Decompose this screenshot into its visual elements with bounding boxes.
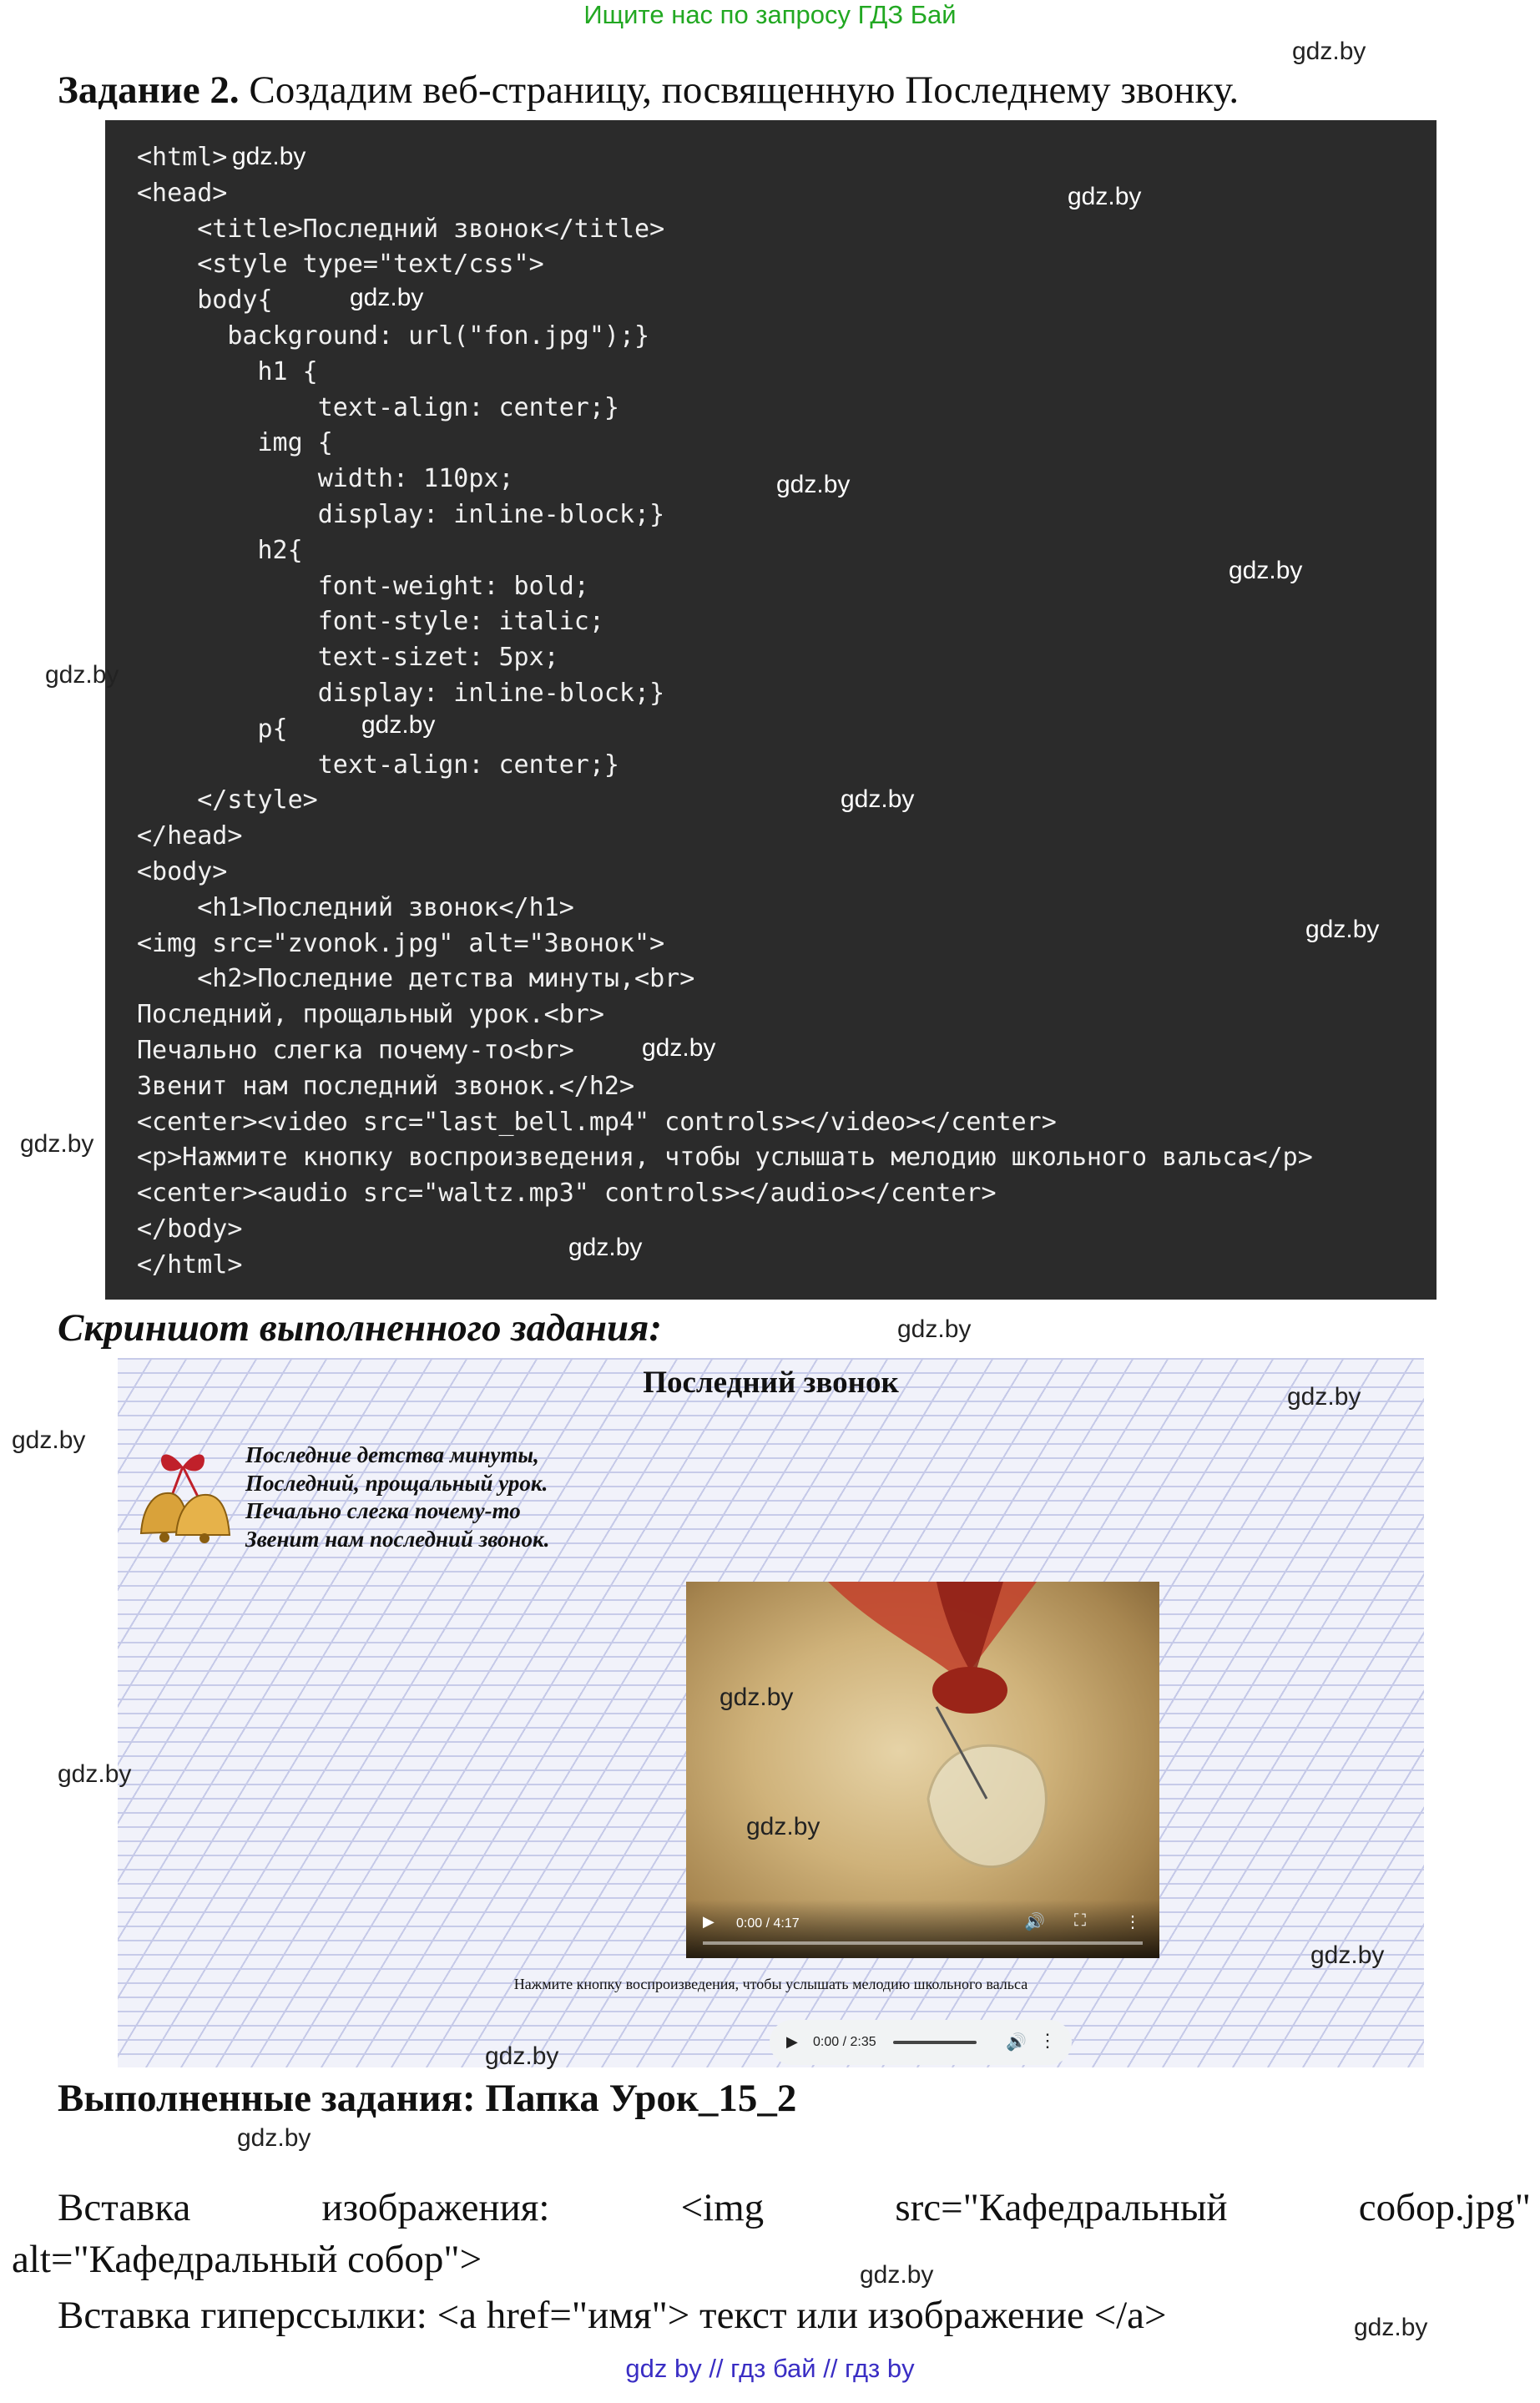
done-heading (58, 2075, 796, 2122)
poem-line: Последний, прощальный урок. (245, 1470, 548, 1496)
code-line: <center><video src="last_bell.mp4" controls></video></center> (137, 1107, 1057, 1137)
screenshot-title: Скриншот выполненного задания: (58, 1306, 663, 1350)
watermark: gdz.by (720, 1684, 794, 1711)
done-title: Выполненные задания: Папка Урок_15_2 (58, 2077, 797, 2120)
code-line: <center><audio src="waltz.mp3" controls></audio></center> (137, 1179, 997, 1209)
video-controls (686, 1900, 1159, 1958)
code-line: text-sizet: 5px; (137, 643, 559, 673)
code-line: display: inline-block;} (137, 499, 665, 529)
task-text: Создадим веб-страницу, посвященную Последнему звонку. (239, 68, 1240, 112)
bell-icon (124, 1441, 241, 1550)
link-insert-paragraph: Вставка гиперссылки: <a href="имя"> текст или изображение </a> (58, 2294, 1167, 2337)
watermark: gdz.by (45, 661, 119, 689)
watermark: gdz.by (58, 1760, 132, 1788)
code-line: p{ (137, 714, 288, 744)
code-line: h2{ (137, 535, 303, 565)
code-line: </head> (137, 821, 243, 851)
task-label: Задание 2. (58, 68, 240, 112)
code-line: text-align: center;} (137, 392, 619, 422)
poem-line: Последние детства минуты, (245, 1442, 539, 1467)
watermark: gdz.by (1068, 183, 1142, 210)
watermark: gdz.by (237, 2124, 311, 2152)
watermark: gdz.by (1287, 1383, 1361, 1411)
caption-paragraph: Нажмите кнопку воспроизведения, чтобы услышать мелодию школьного вальса (513, 1976, 1028, 1992)
word: собор.jpg" (1358, 2186, 1531, 2229)
watermark: gdz.by (361, 711, 436, 739)
watermark: gdz.by (642, 1034, 716, 1062)
code-line: font-style: italic; (137, 607, 604, 637)
watermark: gdz.by (860, 2261, 934, 2289)
watermark: gdz.by (897, 1315, 972, 1343)
audio-player[interactable] (770, 2020, 1072, 2065)
code-line: Последний, прощальный урок.<br> (137, 1000, 604, 1030)
more-icon[interactable]: ⋮ (1124, 1913, 1141, 1931)
watermark: gdz.by (746, 1813, 820, 1840)
footer-links: gdz by // гдз бай // гдз by (625, 2354, 915, 2383)
audio-progress[interactable] (893, 2041, 977, 2044)
img-insert-continuation: alt="Кафедральный собор"> (12, 2238, 482, 2281)
watermark: gdz.by (20, 1130, 94, 1158)
watermark: gdz.by (1229, 557, 1303, 584)
watermark: gdz.by (1354, 2314, 1428, 2341)
screenshot-render (118, 1358, 1424, 2067)
play-icon[interactable]: ▶ (703, 1913, 714, 1930)
code-line: <body> (137, 856, 228, 886)
poem-line: Звенит нам последний звонок. (245, 1526, 550, 1552)
img-insert-line (58, 2182, 1531, 2234)
code-line: Звенит нам последний звонок.</h2> (137, 1071, 635, 1101)
video-progress[interactable] (703, 1941, 1143, 1945)
video-time: 0:00 / 4:17 (736, 1916, 800, 1931)
watermark: gdz.by (485, 2042, 559, 2070)
watermark: gdz.by (841, 785, 915, 813)
code-line: <style type="text/css"> (137, 250, 544, 280)
code-line: <html> (137, 143, 228, 172)
more-icon[interactable]: ⋮ (1038, 2030, 1057, 2051)
code-line: <h2>Последние детства минуты,<br> (137, 964, 695, 994)
word: <img (680, 2186, 765, 2229)
code-line: width: 110px; (137, 464, 514, 494)
video-player[interactable] (686, 1582, 1159, 1958)
fullscreen-icon[interactable]: ⛶ (1074, 1911, 1086, 1930)
code-line: <title>Последний звонок</title> (137, 214, 665, 244)
code-line: background: url("fon.jpg");} (137, 321, 650, 351)
watermark: gdz.by (1310, 1941, 1385, 1969)
code-line: </style> (137, 785, 318, 815)
code-line: </html> (137, 1249, 243, 1280)
watermark: gdz.by (1292, 38, 1366, 65)
code-line: <p>Нажмите кнопку воспроизведения, чтобы услышать мелодию школьного вальса</p> (137, 1143, 1313, 1173)
word: src="Кафедральный (895, 2186, 1228, 2229)
code-line: <img src="zvonok.jpg" alt="Звонок"> (137, 928, 665, 958)
code-line: <head> (137, 178, 228, 208)
code-line: text-align: center;} (137, 750, 619, 780)
volume-icon[interactable]: 🔊 (1006, 2033, 1027, 2052)
watermark: gdz.by (776, 471, 851, 498)
code-line: Печально слегка почему-то<br> (137, 1035, 574, 1065)
img-insert-paragraph (58, 2182, 1531, 2234)
watermark: gdz.by (12, 1426, 86, 1454)
code-line: h1 { (137, 356, 318, 386)
watermark: gdz.by (350, 284, 424, 311)
code-line: font-weight: bold; (137, 571, 589, 601)
code-line: <h1>Последний звонок</h1> (137, 892, 574, 922)
poem-h2 (245, 1441, 549, 1553)
code-line: img { (137, 428, 333, 458)
code-line: </body> (137, 1214, 243, 1244)
volume-icon[interactable]: 🔊 (1024, 1913, 1045, 1931)
watermark: gdz.by (568, 1234, 643, 1261)
watermark: gdz.by (232, 143, 306, 170)
code-line: display: inline-block;} (137, 678, 665, 708)
top-banner: Ищите нас по запросу ГДЗ Бай (583, 0, 957, 29)
page-h1: Последний звонок (643, 1366, 899, 1400)
code-listing (105, 120, 1436, 1300)
code-line: body{ (137, 285, 273, 316)
word: Вставка (58, 2186, 191, 2229)
poem-line: Печально слегка почему-то (245, 1498, 521, 1523)
word: изображения: (321, 2186, 550, 2229)
watermark: gdz.by (1305, 916, 1380, 943)
audio-time: 0:00 / 2:35 (813, 2035, 876, 2049)
play-icon[interactable]: ▶ (786, 2033, 798, 2050)
task-heading (58, 67, 1239, 114)
